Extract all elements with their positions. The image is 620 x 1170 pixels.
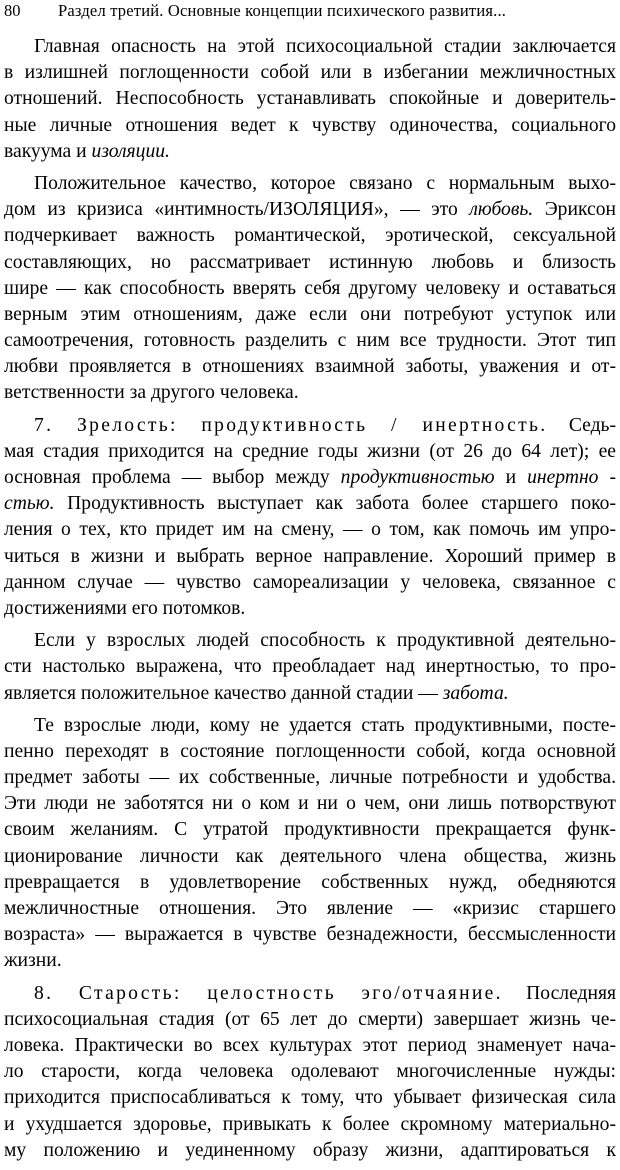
- text-line: [4, 654, 616, 680]
- text-run: основная проблема — выбор между: [4, 467, 341, 488]
- text-run: является положительное качество данной стадии —: [4, 682, 443, 704]
- page-header: [4, 0, 616, 22]
- text-line: [4, 1112, 616, 1138]
- text-line: [4, 570, 616, 596]
- text-line: [4, 981, 616, 1007]
- section-heading: 8. Старость: целостность эго/отчаяние.: [34, 982, 503, 1004]
- text-run: самоотречения, готовность разделить с ним все трудности. Этот тип: [4, 330, 616, 352]
- text-line: [4, 517, 616, 543]
- text-line: [4, 844, 616, 870]
- italic-term: инертно -: [527, 467, 616, 488]
- text-line: [4, 739, 616, 765]
- text-run: Седь-: [547, 414, 616, 436]
- text-line: [4, 491, 616, 517]
- text-run: достижениями его потомков.: [4, 597, 246, 619]
- paragraph: [4, 713, 616, 975]
- text-run: своим желаниям. С утратой продуктивности прекращается функ-: [4, 819, 616, 841]
- body-text: [4, 34, 616, 1170]
- text-line: [4, 465, 616, 491]
- text-run: ционирование личности как деятельного члена общества, жизнь: [4, 845, 616, 867]
- text-run: мая стадия приходится на средние годы жизни (от 26 до 64 лет); ее: [4, 440, 616, 462]
- page-number: 80: [4, 1, 21, 20]
- text-run: Эриксон: [533, 199, 616, 221]
- text-run: дом из кризиса «интимность/ИЗОЛЯЦИЯ», — это: [4, 199, 470, 221]
- text-line: [4, 250, 616, 276]
- text-run: ления о тех, кто придет им на смену, — о том, как помочь им упро-: [4, 519, 616, 541]
- paragraph: [4, 34, 616, 165]
- text-run: ветственности за другого человека.: [4, 382, 299, 404]
- text-line: [4, 713, 616, 739]
- text-line: [4, 328, 616, 354]
- text-run: данном случае — чувство самореализации у человека, связанное с: [4, 571, 616, 593]
- text-line: [4, 1085, 616, 1111]
- text-run: ло старости, когда человека одолевают многочисленные нужды:: [4, 1061, 616, 1083]
- italic-term: забота.: [442, 682, 509, 704]
- text-line: [4, 628, 616, 654]
- text-line: [4, 544, 616, 570]
- text-run: и: [494, 467, 528, 488]
- text-line: [4, 791, 616, 817]
- text-run: сти настолько выражена, что преобладает над инертностью, то про-: [4, 656, 616, 678]
- text-line: [4, 596, 616, 622]
- text-run: му положению и уединенному образу жизни, адаптироваться к: [4, 1139, 616, 1161]
- text-run: верным этим отношениям, даже если они потребуют уступок или: [4, 303, 616, 325]
- running-head: Раздел третий. Основные концепции психического развития...: [58, 1, 507, 20]
- text-run: Те взрослые люди, кому не удается стать продуктивными, посте-: [34, 714, 616, 736]
- text-run: приходится приспосабливаться к тому, что убывает физическая сила: [4, 1087, 616, 1109]
- text-line: [4, 922, 616, 948]
- text-run: вакуума и: [4, 140, 92, 162]
- italic-term: изоляции.: [91, 140, 170, 162]
- text-line: [4, 223, 616, 249]
- text-line: [4, 197, 616, 223]
- text-line: [4, 439, 616, 465]
- italic-term: стью.: [4, 493, 55, 515]
- text-run: Если у взрослых людей способность к продуктивной деятельно-: [34, 630, 616, 652]
- italic-term: любовь.: [469, 199, 534, 221]
- paragraph: [4, 171, 616, 407]
- text-line: [4, 1059, 616, 1085]
- text-line: [4, 171, 616, 197]
- text-line: [4, 354, 616, 380]
- text-line: [4, 1138, 616, 1164]
- text-run: отношений. Неспособность устанавливать спокойные и доверитель-: [4, 88, 616, 110]
- text-run: пенно переходят в состояние поглощенности собой, когда основной: [4, 740, 616, 762]
- section-heading: 7. Зрелость: продуктивность / инертность.: [34, 414, 548, 436]
- text-line: [4, 681, 616, 707]
- text-run: шире — как способность вверять себя другому человеку и оставаться: [4, 277, 616, 299]
- text-line: [4, 413, 616, 439]
- text-line: [4, 139, 616, 165]
- text-run: превращается в удовлетворение собственных нужд, обедняются: [4, 871, 616, 893]
- text-run: жизни.: [4, 950, 62, 972]
- text-run: межличностные отношения. Это явление — «кризис старшего: [4, 898, 616, 919]
- text-run: Главная опасность на этой психосоциальной стадии заключается: [34, 36, 616, 57]
- text-run: в излишней поглощенности собой или в избегании межличностных: [4, 62, 616, 84]
- italic-term: продуктивностью: [340, 467, 495, 488]
- text-line: [4, 34, 616, 60]
- text-run: составляющих, но рассматривает истинную любовь и близость: [4, 251, 616, 273]
- text-run: ные личные отношения ведет к чувству одиночества, социального: [4, 114, 616, 136]
- text-line: [4, 765, 616, 791]
- text-run: читься в жизни и выбрать верное направление. Хороший пример в: [4, 545, 616, 567]
- text-run: подчеркивает важность романтической, эротической, сексуальной: [4, 225, 616, 247]
- text-line: [4, 1007, 616, 1033]
- paragraph: [4, 413, 616, 623]
- paragraph: [4, 628, 616, 707]
- paragraph: [4, 981, 616, 1164]
- text-run: любви проявляется в отношениях взаимной заботы, уважения и от-: [4, 356, 616, 378]
- text-line: [4, 380, 616, 406]
- text-run: и ухудшается здоровье, привыкать к более скромному материально-: [4, 1113, 616, 1135]
- text-line: [4, 870, 616, 896]
- text-line: [4, 276, 616, 302]
- text-line: [4, 948, 616, 974]
- text-line: [4, 60, 616, 86]
- text-run: Положительное качество, которое связано с нормальным выхо-: [34, 172, 616, 194]
- text-run: предмет заботы — их собственные, личные потребности и удобства.: [4, 767, 616, 789]
- text-line: [4, 113, 616, 139]
- text-line: [4, 1033, 616, 1059]
- text-run: возраста» — выражается в чувстве безнадежности, бессмысленности: [4, 924, 616, 946]
- text-line: [4, 817, 616, 843]
- text-run: Эти люди не заботятся ни о ком и ни о чем, они лишь потворствуют: [4, 793, 616, 815]
- text-run: Последняя: [502, 982, 616, 1004]
- text-run: психосоциальная стадия (от 65 лет до смерти) завершает жизнь че-: [4, 1008, 616, 1030]
- text-line: [4, 896, 616, 922]
- text-run: ловека. Практически во всех культурах этот период знаменует нача-: [4, 1034, 616, 1056]
- text-line: [4, 86, 616, 112]
- text-run: Продуктивность выступает как забота более старшего поко-: [54, 493, 616, 515]
- text-line: [4, 302, 616, 328]
